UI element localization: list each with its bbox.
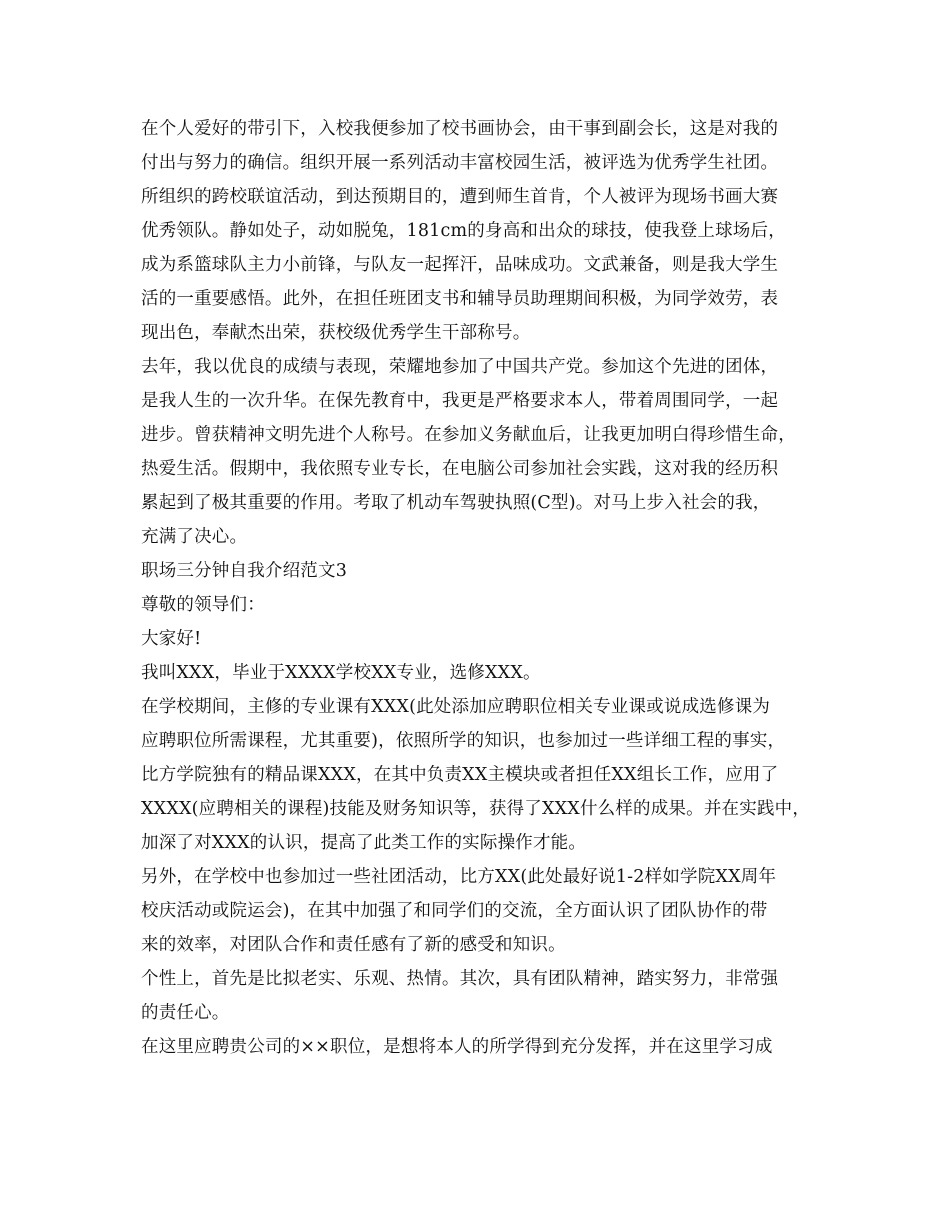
text-line: 加深了对XXX的认识，提高了此类工作的实际操作才能。 bbox=[141, 833, 587, 853]
salutation: 尊敬的领导们： bbox=[141, 595, 265, 615]
text-line: 热爱生活。假期中，我依照专业专长，在电脑公司参加社会实践，这对我的经历积 bbox=[141, 459, 779, 479]
text-line: 的责任心。 bbox=[141, 1003, 230, 1023]
text-line: 另外，在学校中也参加过一些社团活动，比方XX(此处最好说1-2样如学院XX周年 bbox=[141, 867, 777, 887]
text-line: 累起到了极其重要的作用。考取了机动车驾驶执照(C型)。对马上步入社会的我， bbox=[141, 493, 771, 513]
text-line: 进步。曾获精神文明先进个人称号。在参加义务献血后，让我更加明白得珍惜生命， bbox=[141, 425, 796, 445]
text-line: 现出色，奉献杰出荣，获校级优秀学生干部称号。 bbox=[141, 323, 531, 343]
text-line: 在个人爱好的带引下，入校我便参加了校书画协会，由干事到副会长，这是对我的 bbox=[141, 119, 779, 139]
text-line: 校庆活动或院运会)，在其中加强了和同学们的交流，全方面认识了团队协作的带 bbox=[141, 901, 768, 921]
greeting: 大家好! bbox=[141, 629, 202, 649]
text-line: 优秀领队。静如处子，动如脱兔，181cm的身高和出众的球技，使我登上球场后， bbox=[141, 221, 786, 241]
text-line: 在学校期间，主修的专业课有XXX(此处添加应聘职位相关专业课或说成选修课为 bbox=[141, 697, 771, 717]
text-line: 来的效率，对团队合作和责任感有了新的感受和知识。 bbox=[141, 935, 566, 955]
text-line: XXXX(应聘相关的课程)技能及财务知识等，获得了XXX什么样的成果。并在实践中， bbox=[141, 799, 811, 819]
text-line: 所组织的跨校联谊活动，到达预期目的，遭到师生首肯，个人被评为现场书画大赛 bbox=[141, 187, 779, 207]
text-line: 充满了决心。 bbox=[141, 527, 248, 547]
text-line: 我叫XXX，毕业于XXXX学校XX专业，选修XXX。 bbox=[141, 663, 541, 683]
text-line: 应聘职位所需课程，尤其重要)，依照所学的知识，也参加过一些详细工程的事实， bbox=[141, 731, 786, 751]
text-line: 去年，我以优良的成绩与表现，荣耀地参加了中国共产党。参加这个先进的团体， bbox=[141, 357, 779, 377]
text-line: 是我人生的一次升华。在保先教育中，我更是严格要求本人，带着周围同学，一起 bbox=[141, 391, 779, 411]
text-line: 成为系篮球队主力小前锋，与队友一起挥汗，品味成功。文武兼备，则是我大学生 bbox=[141, 255, 779, 275]
document-body bbox=[141, 112, 821, 1064]
text-line: 个性上，首先是比拟老实、乐观、热情。其次，具有团队精神，踏实努力，非常强 bbox=[141, 969, 779, 989]
text-line: 活的一重要感悟。此外，在担任班团支书和辅导员助理期间积极，为同学效劳，表 bbox=[141, 289, 779, 309]
text-line: 比方学院独有的精品课XXX，在其中负责XX主模块或者担任XX组长工作，应用了 bbox=[141, 765, 779, 785]
text-line: 付出与努力的确信。组织开展一系列活动丰富校园生活，被评选为优秀学生社团。 bbox=[141, 153, 779, 173]
section-heading: 职场三分钟自我介绍范文3 bbox=[141, 561, 348, 581]
text-line: 在这里应聘贵公司的××职位，是想将本人的所学得到充分发挥，并在这里学习成 bbox=[141, 1037, 773, 1057]
